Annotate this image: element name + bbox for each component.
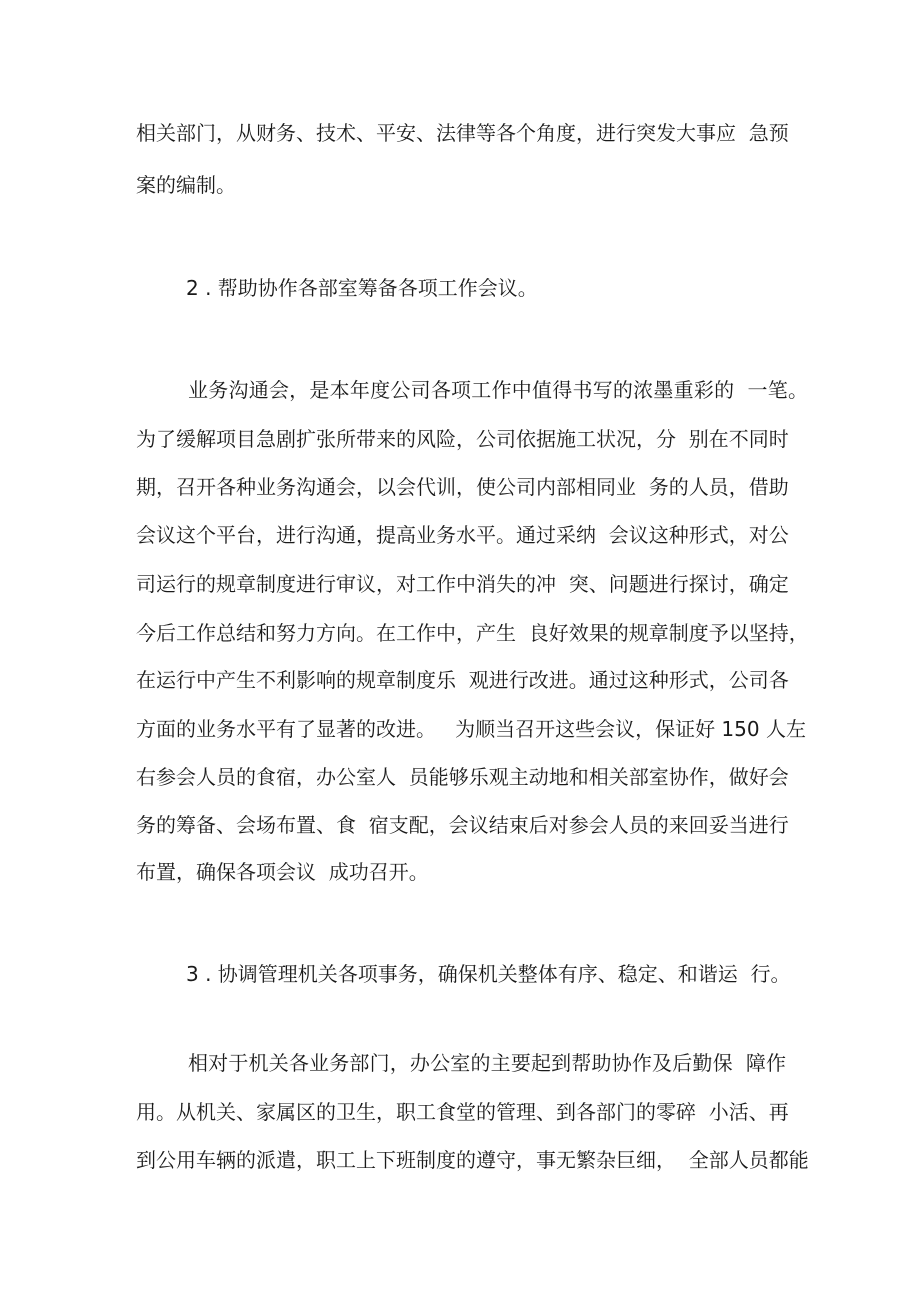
para3-line-1: 相对于机关各业务部门，办公室的主要起到帮助协作及后勤保 障作 [188, 1051, 786, 1075]
para2-line-2: 为了缓解项目急剧扩张所带来的风险，公司依据施工状况，分 别在不同时 [136, 427, 789, 451]
para2-line-3: 期，召开各种业务沟通会，以会代训，使公司内部相同业 务的人员，借助 [136, 475, 789, 499]
para2-line-8: 方面的业务水平有了显著的改进。 为顺当召开这些会议，保证好 150 人左 [136, 717, 806, 741]
para2-line-10: 务的筹备、会场布置、食 宿支配，会议结束后对参会人员的来回妥当进行 [136, 813, 789, 837]
para2-line-4: 会议这个平台，进行沟通，提高业务水平。通过采纳 会议这种形式，对公 [136, 523, 789, 547]
intro-line-1: 相关部门，从财务、技术、平安、法律等各个角度，进行突发大事应 急预 [136, 121, 789, 145]
para2-line-5: 司运行的规章制度进行审议，对工作中消失的冲 突、问题进行探讨，确定 [136, 572, 789, 596]
para3-line-2: 用。从机关、家属区的卫生，职工食堂的管理、到各部门的零碎 小活、再 [136, 1100, 789, 1124]
para2-line-6: 今后工作总结和努力方向。在工作中，产生 良好效果的规章制度予以坚持， [136, 621, 809, 645]
para2-line-7: 在运行中产生不利影响的规章制度乐 观进行改进。通过这种形式，公司各 [136, 668, 789, 692]
section-heading-3: 3 . 协调管理机关各项事务，确保机关整体有序、稳定、和谐运 行。 [186, 962, 791, 986]
para2-line-1: 业务沟通会，是本年度公司各项工作中值得书写的浓墨重彩的 一笔。 [188, 378, 808, 402]
para3-line-3: 到公用车辆的派遣，职工上下班制度的遵守，事无繁杂巨细， 全部人员都能 [136, 1148, 809, 1172]
para2-line-11: 布置，确保各项会议 成功召开。 [136, 860, 429, 884]
intro-line-2: 案的编制。 [136, 173, 236, 197]
section-heading-2: 2 . 帮助协作各部室筹备各项工作会议。 [186, 276, 538, 300]
para2-line-9: 右参会人员的食宿，办公室人 员能够乐观主动地和相关部室协作，做好会 [136, 765, 789, 789]
